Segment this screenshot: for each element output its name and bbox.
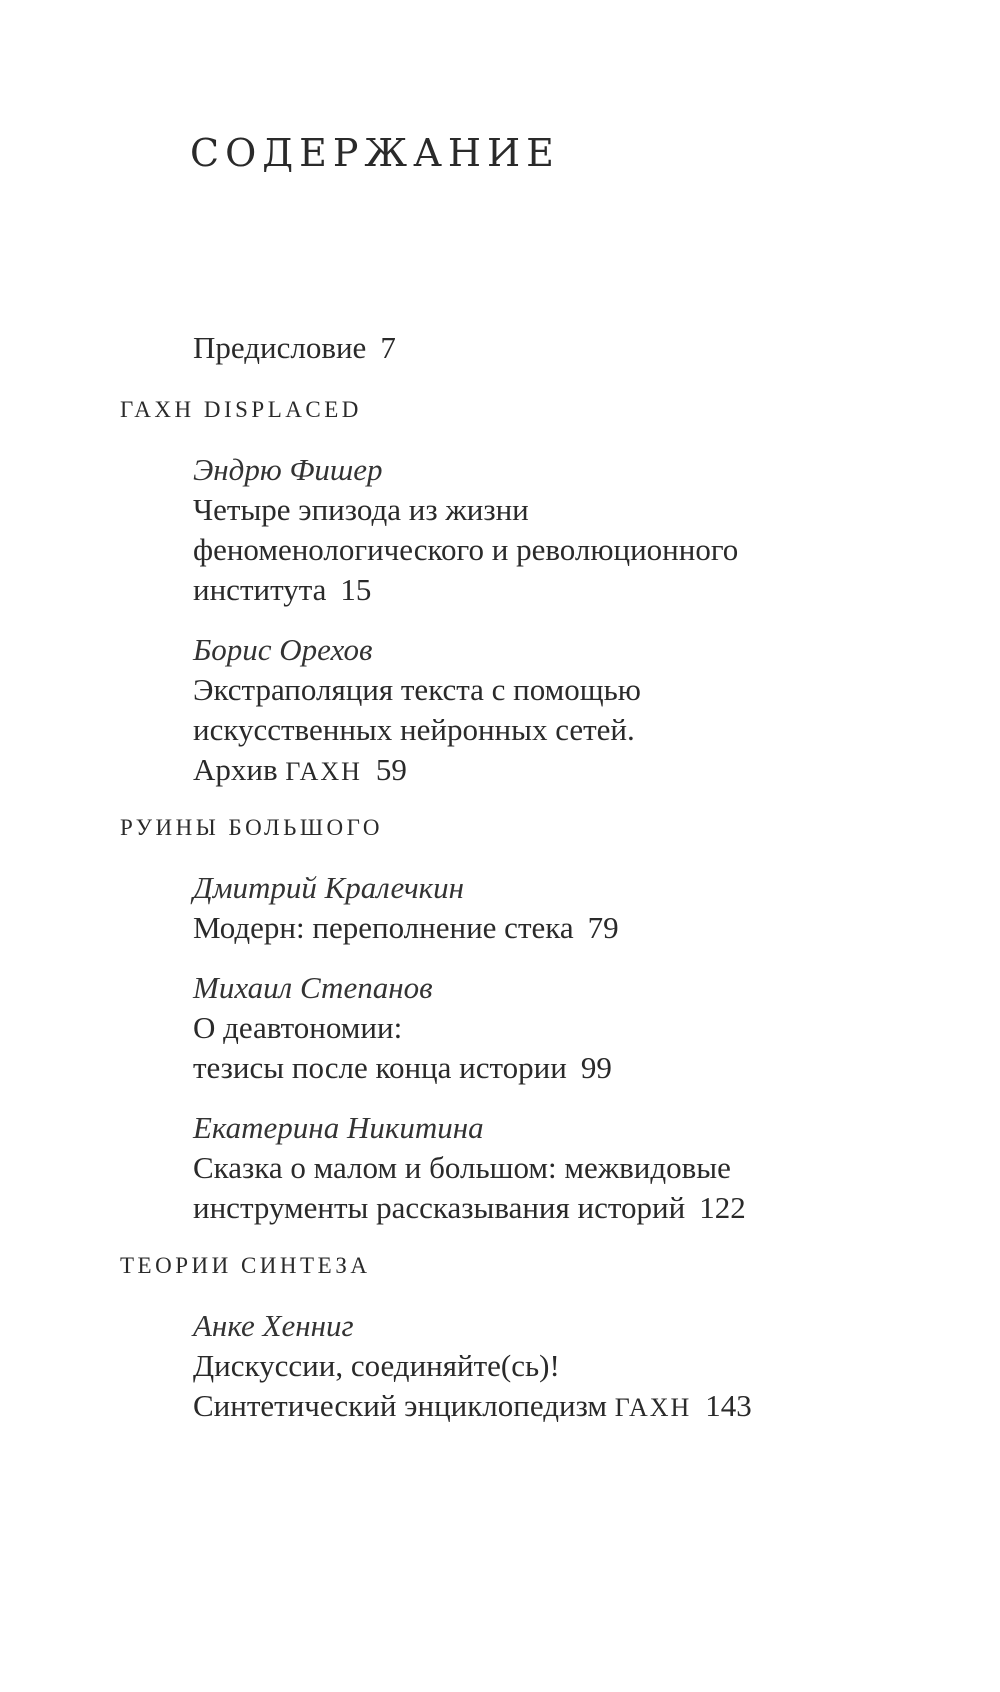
toc-entry-last-line[interactable] xyxy=(193,750,407,792)
toc-entry-preface[interactable] xyxy=(193,328,396,368)
page-number: 79 xyxy=(587,910,619,945)
entry-title-line[interactable]: Экстраполяция текста с помощью xyxy=(193,672,641,707)
entry-author: Борис Орехов xyxy=(193,632,373,667)
section-heading: РУИНЫ БОЛЬШОГО xyxy=(120,815,383,840)
entry-title-line: института xyxy=(193,572,327,607)
entry-author: Эндрю Фишер xyxy=(193,452,383,487)
page-number: 99 xyxy=(580,1050,612,1085)
entry-author: Дмитрий Кралечкин xyxy=(193,870,465,905)
entry-title-prefix: Синтетический энциклопедизм xyxy=(193,1388,608,1423)
entry-author: Екатерина Никитина xyxy=(193,1110,484,1145)
entry-title-smallcaps: ГАХН xyxy=(285,757,362,786)
entry-title-line: тезисы после конца истории xyxy=(193,1050,567,1085)
entry-title: Предисловие xyxy=(193,330,367,365)
entry-title-line[interactable]: Дискуссии, соединяйте(сь)! xyxy=(193,1348,560,1383)
entry-title-line[interactable]: О деавтономии: xyxy=(193,1010,403,1045)
toc-entry-last-line[interactable] xyxy=(193,570,371,610)
toc-entry-last-line[interactable] xyxy=(193,908,619,948)
page-number: 122 xyxy=(699,1190,746,1225)
section-heading: ГАХН DISPLACED xyxy=(120,397,362,422)
entry-author: Анке Хенниг xyxy=(193,1308,354,1343)
toc-entry-last-line[interactable] xyxy=(193,1048,612,1088)
entry-title-line[interactable]: феноменологического и революционного xyxy=(193,532,739,567)
toc-entry-last-line[interactable] xyxy=(193,1386,752,1428)
page-title: СОДЕРЖАНИЕ xyxy=(190,131,560,175)
entry-title-line: инструменты рассказывания историй xyxy=(193,1190,686,1225)
entry-title-prefix: Архив xyxy=(193,752,278,787)
entry-author: Михаил Степанов xyxy=(193,970,433,1005)
entry-title-line[interactable]: Сказка о малом и большом: межвидовые xyxy=(193,1150,731,1185)
page-number: 7 xyxy=(380,330,396,365)
section-heading: ТЕОРИИ СИНТЕЗА xyxy=(120,1253,371,1278)
page-number: 143 xyxy=(705,1388,752,1423)
page-number: 15 xyxy=(340,572,372,607)
page-number: 59 xyxy=(375,752,407,787)
entry-title-line[interactable]: искусственных нейронных сетей. xyxy=(193,712,635,747)
toc-entry-last-line[interactable] xyxy=(193,1188,746,1228)
entry-title-smallcaps: ГАХН xyxy=(614,1393,692,1422)
entry-title-line[interactable]: Четыре эпизода из жизни xyxy=(193,492,529,527)
entry-title-line: Модерн: переполнение стека xyxy=(193,910,574,945)
